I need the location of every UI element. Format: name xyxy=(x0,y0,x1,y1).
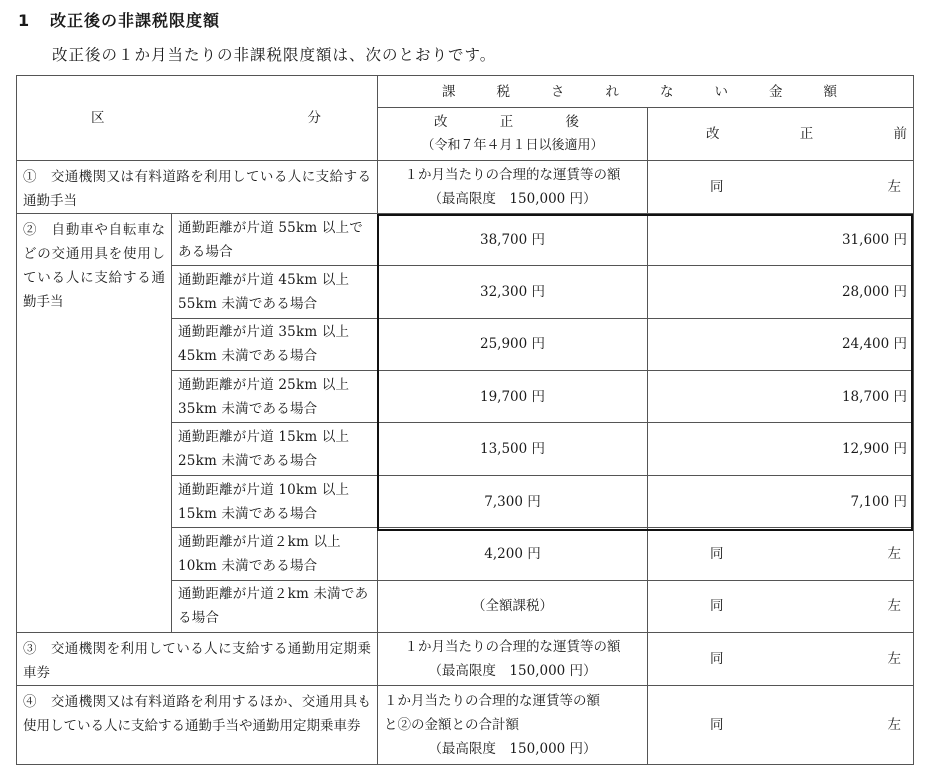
amount-before: 31,600 円 xyxy=(648,213,914,265)
row-vehicle-55km xyxy=(17,213,914,265)
row1-label: ① 交通機関又は有料道路を利用している人に支給する通勤手当 xyxy=(17,160,378,213)
header-kubun-char: 分 xyxy=(307,109,321,126)
amount-after: （全額課税） xyxy=(378,580,648,632)
intro-text: 改正後の１か月当たりの非課税限度額は、次のとおりです。 xyxy=(52,46,497,64)
section-number: 1 xyxy=(18,11,31,30)
amount-before xyxy=(648,580,914,632)
distance-label: 通勤距離が片道 35km 以上45km 未満である場合 xyxy=(172,318,378,370)
header-before-char: 前 xyxy=(893,125,907,142)
header-group-char: な xyxy=(660,83,674,100)
row-commuter-pass xyxy=(17,632,914,685)
amount-before: 7,100 円 xyxy=(648,475,914,527)
header-after-note: （令和７年４月１日以後適用） xyxy=(421,137,604,153)
distance-label: 通勤距離が片道 10km 以上15km 未満である場合 xyxy=(172,475,378,527)
section-heading xyxy=(18,8,220,31)
distance-label: 通勤距離が片道 55km 以上である場合 xyxy=(172,213,378,265)
row3-after-line1: １か月当たりの合理的な運賃等の額 xyxy=(404,639,621,656)
amount-before: 12,900 円 xyxy=(648,423,914,475)
row3-after-line2: （最高限度 150,000 円） xyxy=(428,663,597,680)
amount-after: 4,200 円 xyxy=(378,528,648,580)
distance-label: 通勤距離が片道２km 未満である場合 xyxy=(172,580,378,632)
distance-label: 通勤距離が片道 45km 以上55km 未満である場合 xyxy=(172,266,378,318)
header-group-char: 金 xyxy=(769,83,783,100)
header-group-char: れ xyxy=(605,83,619,100)
row1-after xyxy=(378,160,648,213)
header-group-char: 額 xyxy=(823,83,837,100)
same-char: 同 xyxy=(710,717,724,734)
row3-after xyxy=(378,632,648,685)
header-group-cell xyxy=(378,76,914,108)
row4-before xyxy=(648,686,914,765)
distance-label: 通勤距離が片道 15km 以上25km 未満である場合 xyxy=(172,423,378,475)
amount-before: 24,400 円 xyxy=(648,318,914,370)
row3-label: ③ 交通機関を利用している人に支給する通勤用定期乗車券 xyxy=(17,632,378,685)
header-group-char: 課 xyxy=(442,83,456,100)
amount-before: 18,700 円 xyxy=(648,371,914,423)
amount-before: 28,000 円 xyxy=(648,266,914,318)
same-char: 左 xyxy=(887,717,901,734)
same-char: 左 xyxy=(887,651,901,668)
header-after-cell xyxy=(378,108,648,160)
tax-exemption-table xyxy=(16,75,914,765)
row3-before xyxy=(648,632,914,685)
header-before-char: 正 xyxy=(799,125,814,142)
same-char: 同 xyxy=(710,545,724,562)
amount-after: 7,300 円 xyxy=(378,475,648,527)
same-char: 同 xyxy=(710,651,724,668)
same-char: 同 xyxy=(710,178,724,195)
header-after-char: 正 xyxy=(499,113,514,130)
header-kubun-char: 区 xyxy=(91,109,105,126)
row4-label: ④ 交通機関又は有料道路を利用するほか、交通用具も使用している人に支給する通勤手当や通勤用定期乗車券 xyxy=(17,686,378,765)
amount-after: 32,300 円 xyxy=(378,266,648,318)
header-after-char: 後 xyxy=(565,113,579,130)
row4-after-line3: （最高限度 150,000 円） xyxy=(428,741,597,758)
amount-after: 19,700 円 xyxy=(378,371,648,423)
row1-after-line1: １か月当たりの合理的な運賃等の額 xyxy=(404,166,621,183)
header-after-char: 改 xyxy=(434,113,448,130)
header-group-char: 税 xyxy=(496,83,510,100)
amount-before xyxy=(648,528,914,580)
header-kubun-cell xyxy=(17,76,378,161)
same-char: 左 xyxy=(887,545,901,562)
header-before-cell xyxy=(648,108,914,160)
section-title: 改正後の非課税限度額 xyxy=(50,11,221,30)
row1-before xyxy=(648,160,914,213)
amount-after: 38,700 円 xyxy=(378,213,648,265)
amount-after: 13,500 円 xyxy=(378,423,648,475)
same-char: 左 xyxy=(887,598,901,615)
same-char: 左 xyxy=(887,178,901,195)
row2-label: ② 自動車や自転車などの交通用具を使用している人に支給する通勤手当 xyxy=(17,213,172,632)
distance-label: 通勤距離が片道２km 以上10km 未満である場合 xyxy=(172,528,378,580)
row-public-transport xyxy=(17,160,914,213)
distance-label: 通勤距離が片道 25km 以上35km 未満である場合 xyxy=(172,371,378,423)
row4-after-line2: と②の金額との合計額 xyxy=(384,717,519,734)
row1-after-line2: （最高限度 150,000 円） xyxy=(428,190,597,207)
header-row-1 xyxy=(17,76,914,108)
header-before-char: 改 xyxy=(706,125,720,142)
header-group-char: い xyxy=(714,83,728,100)
row-combined xyxy=(17,686,914,765)
row4-after xyxy=(378,686,648,765)
header-group-char: さ xyxy=(551,83,565,100)
row4-after-line1: １か月当たりの合理的な運賃等の額 xyxy=(384,693,600,710)
amount-after: 25,900 円 xyxy=(378,318,648,370)
same-char: 同 xyxy=(710,598,724,615)
